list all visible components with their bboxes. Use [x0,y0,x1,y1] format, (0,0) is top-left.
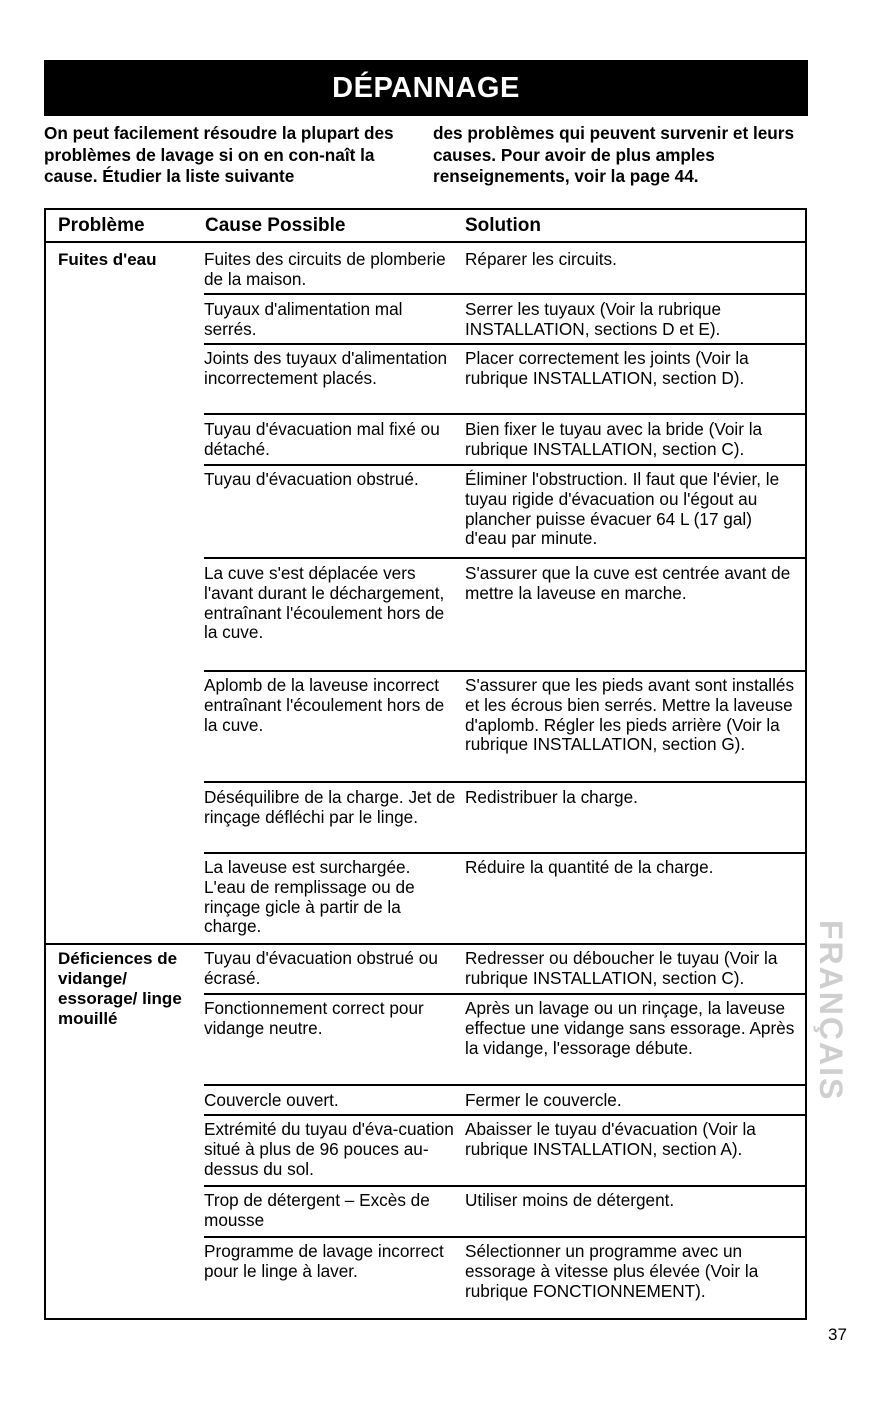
row-divider [204,993,805,995]
solution-cell: Sélectionner un programme avec un essorage à vitesse plus élevée (Voir la rubrique FONCTIONNEMENT). [465,1241,759,1301]
row-divider [204,464,805,466]
cause-cell: Joints des tuyaux d'alimentation incorrectement placés. [204,348,448,388]
section-divider [46,943,805,945]
cause-cell: Fonctionnement correct pour vidange neutre. [204,998,424,1038]
cause-cell: Tuyau d'évacuation mal fixé ou détaché. [204,419,440,459]
row-divider [204,852,805,854]
page-title: DÉPANNAGE [332,71,520,104]
intro-right: des problèmes qui peuvent survenir et leurs causes. Pour avoir de plus amples renseignements, voir la page 44. [433,123,795,186]
row-divider [204,1084,805,1086]
solution-cell: S'assurer que la cuve est centrée avant de mettre la laveuse en marche. [465,563,791,603]
solution-cell: Bien fixer le tuyau avec la bride (Voir la rubrique INSTALLATION, section C). [465,419,763,459]
solution-cell: Redresser ou déboucher le tuyau (Voir la rubrique INSTALLATION, section C). [465,948,778,988]
cause-cell: Tuyau d'évacuation obstrué ou écrasé. [204,948,438,988]
row-divider [204,670,805,672]
problem-water-leaks: Fuites d'eau [58,250,157,269]
cause-cell: Fuites des circuits de plomberie de la maison. [204,249,446,289]
solution-cell: Abaisser le tuyau d'évacuation (Voir la rubrique INSTALLATION, section A). [465,1119,756,1159]
cause-cell: Tuyau d'évacuation obstrué. [204,469,419,489]
header-cause: Cause Possible [205,215,346,236]
solution-cell: Après un lavage ou un rinçage, la laveuse effectue une vidange sans essorage. Après la vidange, l'essorage débute. [465,998,795,1058]
side-language-label: FRANÇAIS [813,920,849,1102]
cause-cell: Extrémité du tuyau d'éva-cuation situé à plus de 96 pouces au-dessus du sol. [204,1119,454,1179]
intro-left: On peut facilement résoudre la plupart des problèmes de lavage si on en con-naît la cause. Étudier la liste suivante [44,123,394,186]
page-title-banner [44,60,808,116]
solution-cell: Utiliser moins de détergent. [465,1190,675,1210]
cause-cell: Programme de lavage incorrect pour le linge à laver. [204,1241,444,1281]
row-divider [204,557,805,559]
row-divider [204,343,805,345]
cause-cell: Déséquilibre de la charge. Jet de rinçage défléchi par le linge. [204,787,456,827]
cause-cell: La cuve s'est déplacée vers l'avant durant le déchargement, entraînant l'écoulement hors de la cuve. [204,563,445,643]
row-divider [204,781,805,783]
solution-cell: Réduire la quantité de la charge. [465,857,714,877]
cause-cell: Trop de détergent – Excès de mousse [204,1190,430,1230]
row-divider [204,293,805,295]
row-divider [204,1185,805,1187]
row-divider [204,1236,805,1238]
cause-cell: Aplomb de la laveuse incorrect entraînant l'écoulement hors de la cuve. [204,675,445,735]
cause-cell: Tuyaux d'alimentation mal serrés. [204,299,403,339]
solution-cell: Placer correctement les joints (Voir la rubrique INSTALLATION, section D). [465,348,749,388]
solution-cell: Réparer les circuits. [465,249,617,269]
row-divider [204,413,805,415]
solution-cell: Éliminer l'obstruction. Il faut que l'évier, le tuyau rigide d'évacuation ou l'égout au plancher puisse évacuer 64 L (17 gal) d'eau par minute. [465,469,780,549]
solution-cell: Serrer les tuyaux (Voir la rubrique INSTALLATION, sections D et E). [465,299,722,339]
header-solution: Solution [465,215,541,236]
cause-cell: Couvercle ouvert. [204,1090,339,1110]
cause-cell: La laveuse est surchargée. L'eau de remplissage ou de rinçage gicle à partir de la charge. [204,857,415,937]
solution-cell: Fermer le couvercle. [465,1090,622,1110]
page-number: 37 [828,1325,847,1344]
row-divider [204,1114,805,1116]
solution-cell: S'assurer que les pieds avant sont installés et les écrous bien serrés. Mettre la laveuse d'aplomb. Régler les pieds arrière (Voir la rubrique INSTALLATION, section G). [465,675,795,755]
solution-cell: Redistribuer la charge. [465,787,638,807]
header-problem: Problème [58,215,145,236]
problem-drain-spin: Déficiences de vidange/ essorage/ linge mouillé [58,949,182,1028]
header-divider [46,241,805,243]
